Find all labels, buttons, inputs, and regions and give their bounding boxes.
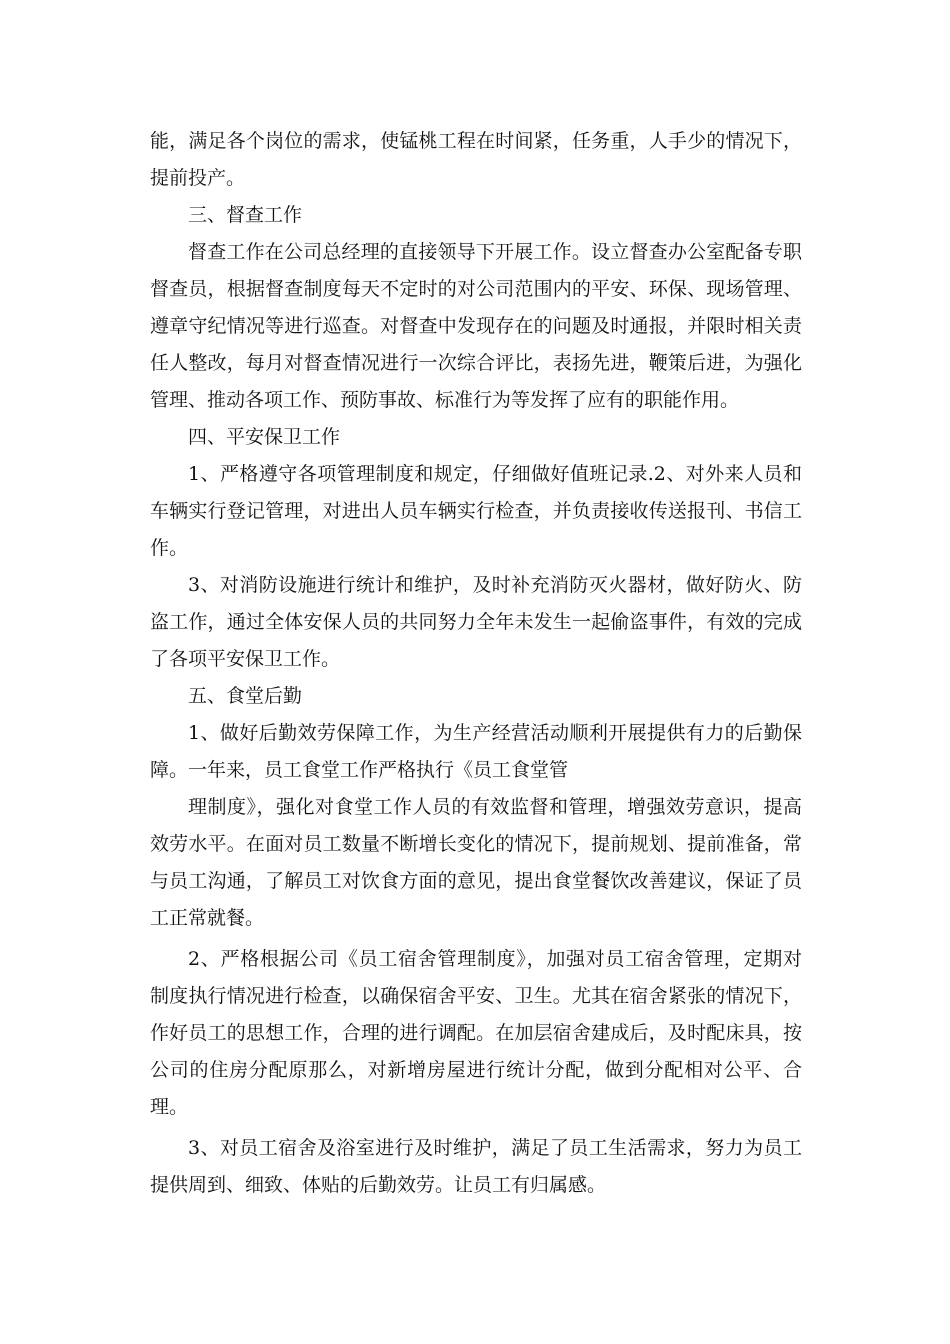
text-line: 公司的住房分配原那么，对新增房屋进行统计分配，做到分配相对公平、合 bbox=[150, 1059, 802, 1081]
text-line: 1、严格遵守各项管理制度和规定，仔细做好值班记录.2、对外来人员和 bbox=[188, 463, 802, 485]
text-line: 盗工作，通过全体安保人员的共同努力全年未发生一起偷盗事件，有效的完成 bbox=[150, 611, 802, 633]
text-line: 提前投产。 bbox=[150, 167, 246, 189]
section-heading: 四、平安保卫工作 bbox=[188, 426, 341, 448]
text-line: 与员工沟通，了解员工对饮食方面的意见，提出食堂餐饮改善建议，保证了员 bbox=[150, 870, 802, 892]
text-line: 制度执行情况进行检查，以确保宿舍平安、卫生。尤其在宿舍紧张的情况下， bbox=[150, 985, 802, 1007]
text-line: 3、对员工宿舍及浴室进行及时维护，满足了员工生活需求，努力为员工 bbox=[188, 1137, 802, 1159]
text-line: 督查员，根据督查制度每天不定时的对公司范围内的平安、环保、现场管理、 bbox=[150, 278, 802, 300]
text-line: 了各项平安保卫工作。 bbox=[150, 648, 341, 670]
text-line: 作。 bbox=[150, 537, 189, 559]
text-line: 车辆实行登记管理，对进出人员车辆实行检查，并负责接收传送报刊、书信工 bbox=[150, 500, 802, 522]
text-line: 工正常就餐。 bbox=[150, 907, 265, 929]
text-line: 障。一年来，员工食堂工作严格执行《员工食堂管 bbox=[150, 759, 569, 781]
text-line: 1、做好后勤效劳保障工作，为生产经营活动顺利开展提供有力的后勤保 bbox=[188, 722, 802, 744]
text-line: 任人整改，每月对督查情况进行一次综合评比，表扬先进，鞭策后进，为强化 bbox=[150, 352, 802, 374]
section-heading: 三、督查工作 bbox=[188, 204, 303, 226]
text-line: 效劳水平。在面对员工数量不断增长变化的情况下，提前规划、提前准备，常 bbox=[150, 833, 802, 855]
text-line: 理制度》，强化对食堂工作人员的有效监督和管理，增强效劳意识，提高 bbox=[188, 796, 802, 818]
text-line: 遵章守纪情况等进行巡查。对督查中发现存在的问题及时通报，并限时相关责 bbox=[150, 315, 802, 337]
text-line: 2、严格根据公司《员工宿舍管理制度》，加强对员工宿舍管理，定期对 bbox=[188, 948, 802, 970]
text-line: 作好员工的思想工作，合理的进行调配。在加层宿舍建成后，及时配床具，按 bbox=[150, 1022, 802, 1044]
text-line: 能，满足各个岗位的需求，使锰桃工程在时间紧，任务重，人手少的情况下， bbox=[150, 130, 802, 152]
text-line: 3、对消防设施进行统计和维护，及时补充消防灭火器材，做好防火、防 bbox=[188, 574, 802, 596]
text-line: 督查工作在公司总经理的直接领导下开展工作。设立督查办公室配备专职 bbox=[188, 241, 802, 263]
text-line: 提供周到、细致、体贴的后勤效劳。让员工有归属感。 bbox=[150, 1174, 607, 1196]
section-heading: 五、食堂后勤 bbox=[188, 685, 303, 707]
text-line: 理。 bbox=[150, 1096, 189, 1118]
text-line: 管理、推动各项工作、预防事故、标准行为等发挥了应有的职能作用。 bbox=[150, 389, 740, 411]
